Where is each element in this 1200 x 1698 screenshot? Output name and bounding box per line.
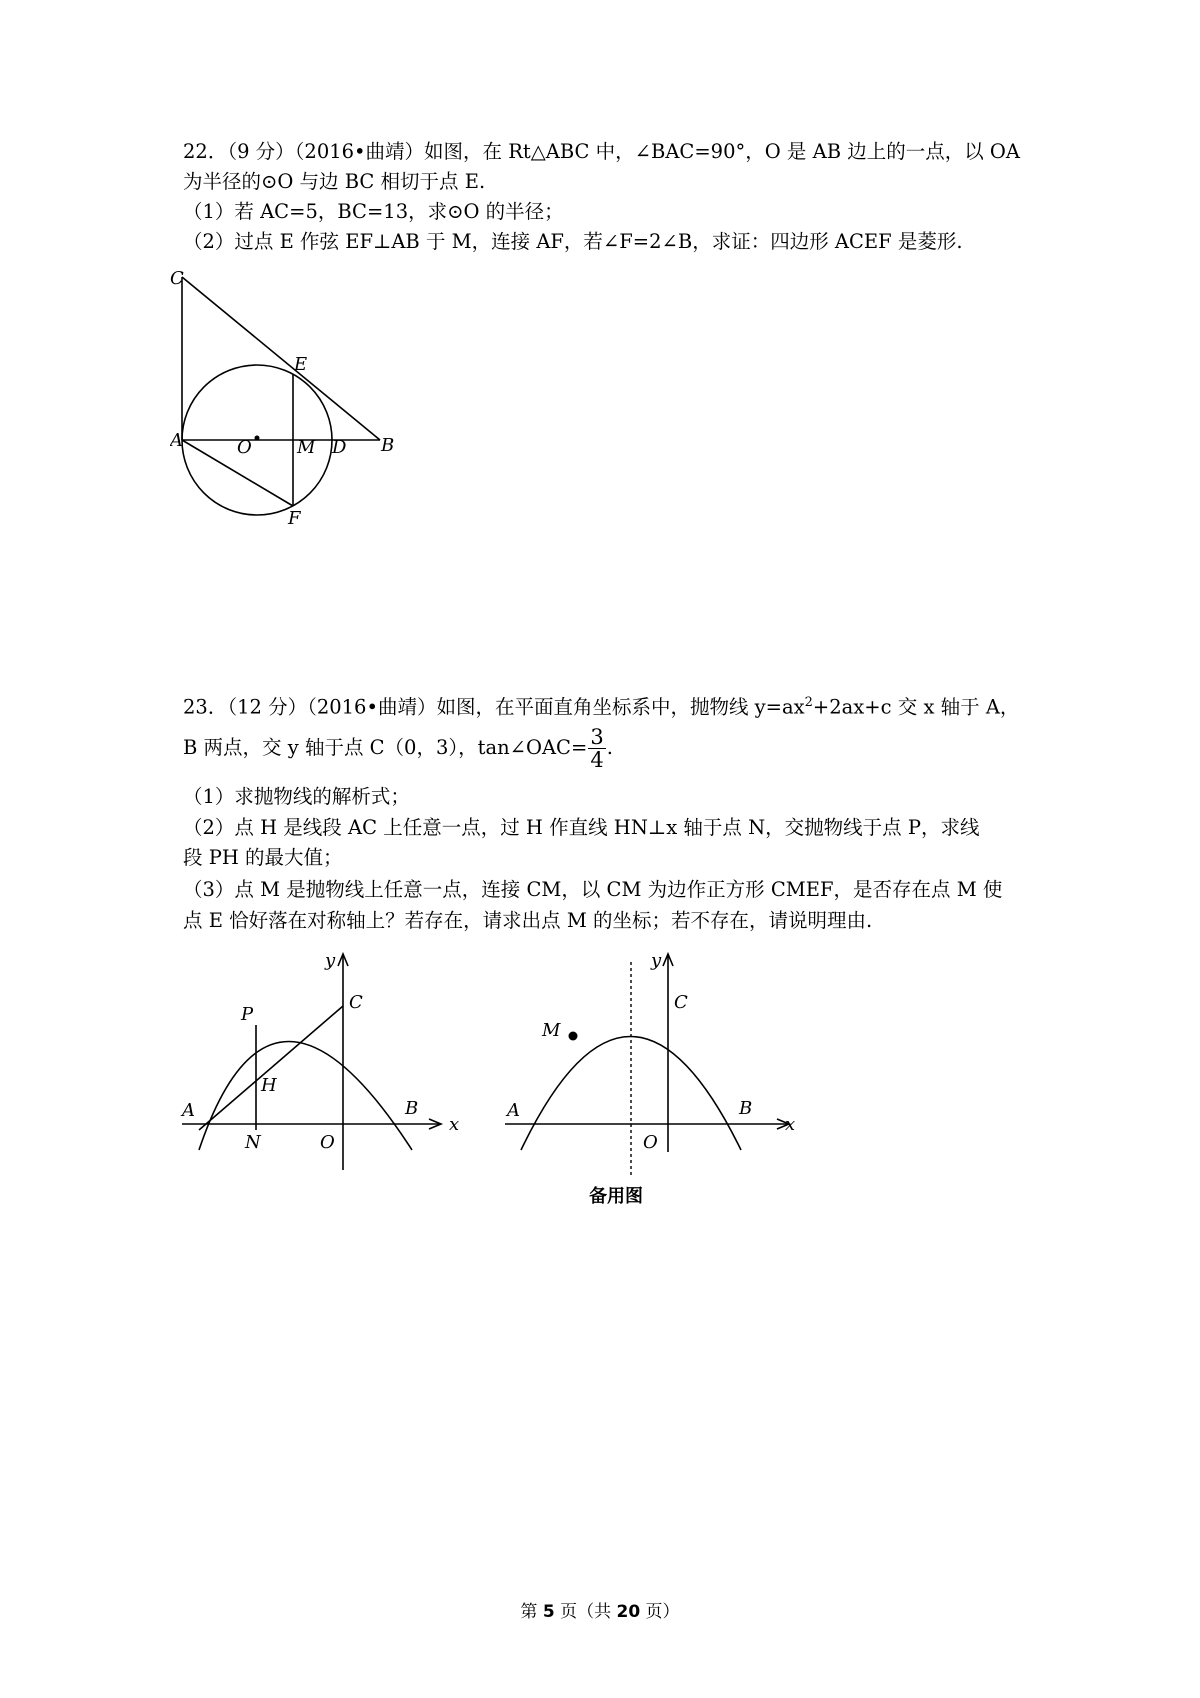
label-y: y	[651, 950, 662, 971]
q23-line-1-text: 23．（12 分）（2016•曲靖）如图，在平面直角坐标系中，抛物线 y=ax	[183, 695, 805, 719]
q23-part-3-cont: 点 E 恰好落在对称轴上？若存在，请求出点 M 的坐标；若不存在，请说明理由.	[183, 909, 873, 932]
label-e: E	[294, 354, 308, 375]
q22-line-2: 为半径的⊙O 与边 BC 相切于点 E.	[183, 170, 486, 193]
label-b: B	[739, 1098, 753, 1119]
q23-backup-diagram	[505, 948, 805, 1213]
label-x: x	[449, 1114, 460, 1135]
fraction-denominator: 4	[590, 748, 604, 772]
q22-part-2: （2）过点 E 作弦 EF⊥AB 于 M，连接 AF，若∠F=2∠B，求证：四边形 ACEF 是菱形.	[183, 230, 963, 253]
footer-total-pages: 20	[616, 1602, 641, 1622]
q23-line-2	[183, 725, 1033, 771]
center-point-o	[255, 436, 260, 441]
q23-line-2-tail: .	[606, 736, 613, 759]
q22-part-1: （1）若 AC=5，BC=13，求⊙O 的半径；	[183, 200, 564, 223]
q23-part-2: （2）点 H 是线段 AC 上任意一点，过 H 作直线 HN⊥x 轴于点 N，交抛物线于点 P，求线	[183, 816, 980, 839]
q23-figure-2	[505, 948, 805, 1217]
label-m: M	[542, 1020, 561, 1041]
label-a: A	[182, 1100, 195, 1121]
label-d: D	[332, 437, 347, 458]
q23-exponent: 2	[804, 695, 813, 710]
backup-figure-caption: 备用图	[589, 1186, 643, 1207]
label-x: x	[785, 1114, 796, 1135]
label-o: O	[643, 1132, 658, 1153]
q23-part-1: （1）求抛物线的解析式；	[183, 785, 410, 808]
q23-line-2-text: B 两点，交 y 轴于点 C（0，3），tan∠OAC=	[183, 736, 588, 759]
label-c: C	[674, 992, 688, 1013]
q23-figure-1	[177, 948, 467, 1182]
label-b: B	[405, 1098, 419, 1119]
q23-part-2-cont: 段 PH 的最大值；	[183, 846, 343, 869]
label-o: O	[320, 1132, 335, 1153]
label-m: M	[297, 437, 316, 458]
q22-geometry-diagram	[170, 265, 430, 530]
label-b: B	[381, 435, 395, 456]
q23-part-3: （3）点 M 是抛物线上任意一点，连接 CM，以 CM 为边作正方形 CMEF，是否存在点 M 使	[183, 878, 1003, 901]
label-p: P	[241, 1004, 254, 1025]
fraction-numerator: 3	[590, 725, 604, 749]
q23-parabola-diagram	[177, 948, 467, 1178]
label-a: A	[170, 430, 183, 451]
label-a: A	[507, 1100, 520, 1121]
q23-line-1	[183, 688, 1033, 723]
label-y: y	[325, 950, 336, 971]
tan-fraction	[588, 726, 605, 771]
label-c: C	[349, 992, 363, 1013]
point-m	[569, 1032, 578, 1041]
q22-line-1: 22．（9 分）（2016•曲靖）如图，在 Rt△ABC 中，∠BAC=90°，O 是 AB 边上的一点，以 OA	[183, 140, 1020, 163]
label-c: C	[170, 268, 184, 289]
label-o: O	[237, 437, 252, 458]
label-n: N	[245, 1132, 261, 1153]
page-footer	[0, 1597, 1200, 1622]
q22-figure	[170, 265, 430, 534]
footer-suffix: 页）	[640, 1602, 680, 1622]
footer-middle: 页（共	[554, 1602, 617, 1622]
footer-page-number: 5	[542, 1602, 555, 1622]
q23-line-1-tail: +2ax+c 交 x 轴于 A，	[812, 695, 1020, 719]
label-h: H	[261, 1075, 277, 1096]
footer-prefix: 第	[520, 1602, 543, 1622]
label-f: F	[288, 508, 301, 529]
